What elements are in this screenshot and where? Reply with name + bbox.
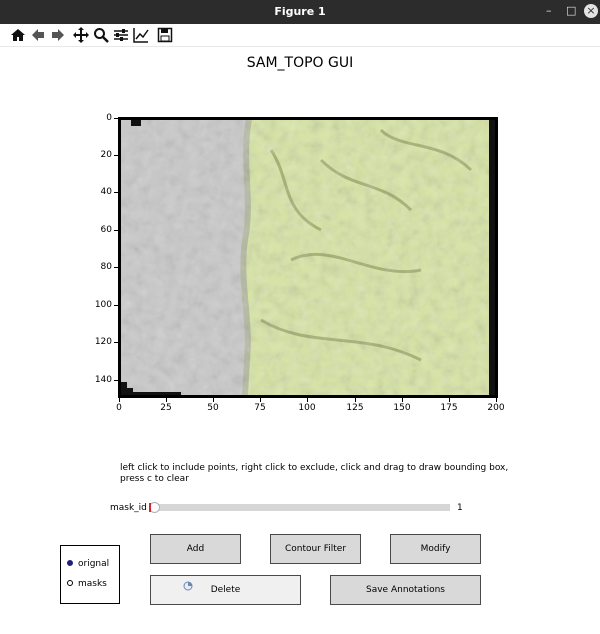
y-tick-label: 20 — [100, 150, 112, 160]
x-tick-label: 75 — [254, 403, 266, 413]
minimize-icon[interactable]: – — [546, 4, 552, 17]
zoom-icon[interactable] — [93, 27, 109, 43]
forward-arrow-icon[interactable] — [50, 27, 66, 43]
x-tick-label: 200 — [487, 403, 505, 413]
save-icon[interactable] — [157, 27, 173, 43]
right-edge-band — [489, 120, 495, 395]
maximize-icon[interactable]: □ — [566, 4, 577, 17]
terrain-shading — [121, 120, 495, 395]
button-label: Delete — [210, 585, 241, 595]
button-label: Modify — [420, 544, 451, 554]
y-tick-mark — [114, 155, 118, 156]
edit-axis-icon[interactable] — [133, 27, 149, 43]
topo-image-axes[interactable] — [118, 117, 498, 398]
x-tick-mark — [307, 398, 308, 402]
close-icon[interactable]: × — [584, 4, 598, 18]
slider-initial-marker — [149, 503, 151, 512]
delete-button[interactable] — [150, 575, 301, 605]
y-tick-label: 80 — [100, 262, 112, 272]
window-titlebar — [0, 0, 600, 24]
x-tick-mark — [260, 398, 261, 402]
x-tick-label: 175 — [440, 403, 458, 413]
figure-title: SAM_TOPO GUI — [246, 55, 354, 71]
x-tick-mark — [119, 398, 120, 402]
y-tick-mark — [114, 305, 118, 306]
x-tick-label: 150 — [393, 403, 411, 413]
add-button[interactable] — [150, 534, 241, 564]
y-tick-label: 60 — [100, 225, 112, 235]
modify-button[interactable] — [390, 534, 481, 564]
y-tick-label: 120 — [94, 337, 112, 347]
y-tick-mark — [114, 342, 118, 343]
x-tick-mark — [496, 398, 497, 402]
y-tick-mark — [114, 230, 118, 231]
back-arrow-icon[interactable] — [30, 27, 46, 43]
busy-cursor-icon — [183, 576, 193, 586]
save-annotations-button[interactable] — [330, 575, 481, 605]
radio-label: orignal — [78, 559, 110, 569]
button-label: Save Annotations — [366, 585, 445, 595]
y-tick-label: 140 — [94, 375, 112, 385]
x-tick-label: 50 — [207, 403, 219, 413]
mask-id-slider[interactable] — [150, 504, 450, 511]
y-tick-mark — [114, 118, 118, 119]
navigation-toolbar — [0, 24, 600, 47]
instructions-text — [120, 463, 520, 485]
x-tick-label: 0 — [116, 403, 122, 413]
x-tick-mark — [355, 398, 356, 402]
configure-subplots-icon[interactable] — [113, 27, 129, 43]
button-label: Contour Filter — [284, 544, 347, 554]
instructions-line: left click to include points, right click to exclude, click and drag to draw bounding box, — [120, 463, 509, 473]
x-tick-mark — [402, 398, 403, 402]
y-tick-mark — [114, 267, 118, 268]
topo-image — [121, 120, 495, 395]
radio-unselected-icon — [67, 580, 73, 586]
x-tick-label: 25 — [160, 403, 172, 413]
radio-selected-icon — [67, 560, 73, 566]
y-tick-label: 0 — [106, 113, 112, 123]
radio-option-masks[interactable] — [67, 579, 107, 589]
x-tick-label: 125 — [346, 403, 364, 413]
home-icon[interactable] — [10, 27, 26, 43]
radio-label: masks — [78, 579, 107, 589]
y-tick-mark — [114, 380, 118, 381]
x-tick-mark — [213, 398, 214, 402]
nodata-patch — [131, 120, 141, 126]
radio-option-original[interactable] — [67, 559, 109, 569]
slider-label: mask_id — [110, 503, 147, 513]
y-tick-label: 100 — [94, 300, 112, 310]
y-tick-label: 40 — [100, 187, 112, 197]
contour-filter-button[interactable] — [270, 534, 361, 564]
window-title: Figure 1 — [274, 5, 326, 18]
y-tick-mark — [114, 192, 118, 193]
button-label: Add — [186, 544, 205, 554]
slider-value: 1 — [457, 503, 463, 513]
display-mode-radio — [60, 545, 120, 604]
x-tick-label: 100 — [298, 403, 316, 413]
instructions-line: press c to clear — [120, 474, 189, 484]
pan-icon[interactable] — [73, 27, 89, 43]
x-tick-mark — [166, 398, 167, 402]
x-tick-mark — [449, 398, 450, 402]
